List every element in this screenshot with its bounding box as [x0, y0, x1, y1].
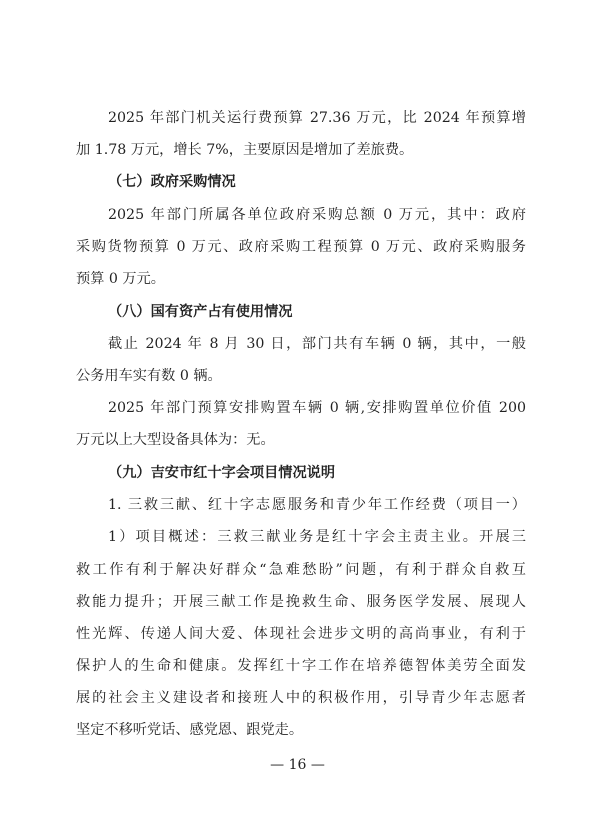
- paragraph-line: 2025 年部门所属各单位政府采购总额 0 万元，其中：政府: [108, 207, 526, 223]
- paragraph-line: 1）项目概述：三救三献业务是红十字会主责主业。开展三: [108, 529, 526, 545]
- paragraph-line: 万元以上大型设备具体为：无。: [76, 432, 275, 448]
- paragraph-line: 坚定不移听党话、感党恩、跟党走。: [76, 722, 304, 738]
- paragraph-line: 2025 年部门预算安排购置车辆 0 辆,安排购置单位价值 200: [108, 400, 526, 416]
- page-number: — 16 —: [270, 757, 325, 773]
- paragraph-line: 救工作有利于解决好群众“急难愁盼”问题，有利于群众自救互: [76, 562, 526, 578]
- paragraph-line: 展的社会主义建设者和接班人中的积极作用，引导青少年志愿者: [76, 690, 526, 706]
- item-heading: 1. 三救三献、红十字志愿服务和青少年工作经费（项目一）: [108, 497, 526, 513]
- paragraph-line: 加 1.78 万元，增长 7%，主要原因是增加了差旅费。: [76, 142, 414, 158]
- paragraph-line: 救能力提升；开展三献工作是挽救生命、服务医学发展、展现人: [76, 594, 526, 610]
- paragraph-line: 2025 年部门机关运行费预算 27.36 万元，比 2024 年预算增: [108, 110, 526, 126]
- paragraph-line: 采购货物预算 0 万元、政府采购工程预算 0 万元、政府采购服务: [76, 239, 526, 255]
- paragraph-line: 公务用车实有数 0 辆。: [76, 368, 222, 384]
- section-heading-9: （九）吉安市红十字会项目情况说明: [108, 465, 336, 481]
- paragraph-line: 截止 2024 年 8 月 30 日，部门共有车辆 0 辆，其中，一般: [108, 336, 526, 352]
- paragraph-line: 预算 0 万元。: [76, 271, 165, 287]
- section-heading-7: （七）政府采购情况: [108, 174, 236, 190]
- paragraph-line: 性光辉、传递人间大爱、体现社会进步文明的高尚事业，有利于: [76, 626, 526, 642]
- paragraph-line: 保护人的生命和健康。发挥红十字工作在培养德智体美劳全面发: [76, 658, 526, 674]
- section-heading-8: （八）国有资产占有使用情况: [108, 304, 293, 320]
